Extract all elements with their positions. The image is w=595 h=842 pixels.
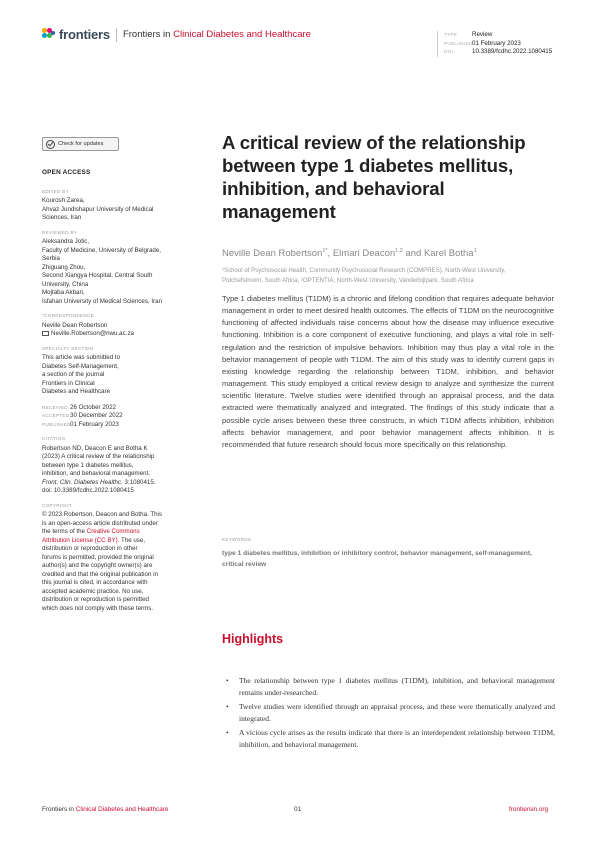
citation-label: CITATION — [42, 436, 66, 441]
specialty-label: SPECIALTY SECTION — [42, 345, 94, 351]
edited-by: Kourosh Zarea, Ahvaz Jundishapur University of Medical Sciences, Iran — [42, 197, 154, 221]
meta-doi: DOI 10.3389/fcdhc.2022.1080415 — [444, 48, 553, 56]
article-dates: RECEIVED 26 October 2022 ACCEPTED30 December 2022 PUBLISHED01 February 2023 — [42, 403, 123, 428]
check-circle-icon — [46, 140, 55, 149]
frontiers-dots-icon — [42, 28, 56, 42]
copyright: © 2023 Robertson, Deacon and Botha. This is an open-access article distributed under the terms of the Creative Commons Attribution License (CC BY). The use, distribution or reproduction in other forums is permitted, provided the original author(s) and the copyright owner(s) are credited and that the original publication in this journal is cited, in accordance with accepted academic practice. No use, distribution or reproduction is permitted which does not comply with these terms. — [42, 511, 163, 612]
check-for-updates-button[interactable]: Check for updates — [42, 137, 119, 151]
author-list: Neville Dean Robertson$^{1*}$, Elmari Deacon$^{1,2}$ and Karel Botha$^1$ — [222, 248, 477, 260]
specialty-section: This article was submitted to Diabetes Self-Management, a section of the journal Frontiers in Clinical Diabetes and Healthcare — [42, 354, 121, 395]
citation: Robertson ND, Deacon E and Botha K (2023) A critical review of the relationship between type 1 diabetes mellitus, inhibition, and behavioral management. Front. Clin. Diabetes Healthc. 3:1080415. doi: 10.3389/fcdhc.2022.1080415 — [42, 445, 194, 496]
article-title: A critical review of the relationship between type 1 diabetes mellitus, inhibition, and behavioral management — [222, 132, 526, 222]
abstract: Type 1 diabetes mellitus (T1DM) is a chronic and lifelong condition that requires adequate behavior management in order to meet desired health outcomes. The effects of T1DM on the neurocognitive functioning of affected individuals raise concerns about how the disease may influence executive functioning. Inhibition is a core component of executive functioning, and plays a vital role in self-regulation and the restriction of impulsive behaviors. Inhibition may thus play a vital role in the behavior management of people with T1DM. The aim of this study was to identify current gaps in existing knowledge regarding the relationship between T1DM, inhibition, and behavior management. This study employed a critical review design to analyze and synthesize the current scientific literature. Twelve studies were identified through an appraisal process, and the data extracted were thematically analyzed and integrated. The findings of this study indicate that a possible cycle arises between these three constructs, in which T1DM affects inhibition, inhibition affects behavior management, and poor behavior management affects inhibition. It is recommended that future research should focus more specifically on this relationship. — [222, 294, 554, 449]
list-item: • The relationship between type 1 diabetes mellitus (T1DM), inhibition, and behavioral management remains under-researched. — [239, 675, 555, 698]
correspondence-name: Neville Dean Robertson — [42, 321, 108, 329]
list-item: • A vicious cycle arises as the results indicate that there is an interdependent relationship between T1DM, inhibition, and behavioral management. — [239, 727, 555, 750]
author-name[interactable]: Neville Dean Robertson — [222, 248, 323, 260]
author-name[interactable]: Elmari Deacon — [332, 248, 396, 260]
correspondence-email-row[interactable] — [42, 330, 194, 339]
journal-title: Clinical Diabetes and Healthcare — [173, 29, 311, 40]
journal-name — [123, 29, 311, 40]
highlights-heading: Highlights — [222, 632, 284, 646]
copyright-label: COPYRIGHT — [42, 502, 73, 508]
correspondence — [42, 322, 194, 339]
reviewed-by-label: REVIEWED BY — [42, 229, 78, 235]
meta-published: PUBLISHED01 February 2023 — [444, 39, 521, 47]
cc-license-link-2[interactable]: Attribution License (CC BY). — [42, 536, 120, 544]
footer-site-link[interactable]: frontiersin.org — [509, 806, 549, 813]
correspondence-label: *CORRESPONDENCE — [42, 313, 94, 318]
frontiers-logo[interactable] — [42, 27, 311, 42]
keywords: type 1 diabetes mellitus, inhibition or inhibitory control, behavior management, self-management, critical review — [222, 550, 532, 569]
article-meta — [437, 31, 552, 57]
page-number: 01 — [294, 806, 302, 813]
header-divider — [116, 28, 117, 42]
keywords-label: KEYWORDS — [222, 537, 252, 542]
correspondence-email[interactable]: Neville.Robertson@nwu.ac.za — [51, 330, 134, 337]
footer-journal: Frontiers in Clinical Diabetes and Healthcare — [42, 806, 169, 813]
affiliations: ¹School of Psychosocial Health, Community Psychosocial Research (COMPRES), North-West University, Potchefstroom, South Africa, ²OPTENTIA, North-West University, Vanderbijlpark, South Africa — [222, 267, 506, 284]
highlights-list — [239, 675, 555, 754]
mail-icon — [42, 331, 49, 336]
open-access-label: OPEN ACCESS — [42, 169, 91, 176]
brand-name: frontiers — [59, 27, 110, 42]
sidebar — [42, 137, 194, 614]
journal-prefix: Frontiers in — [122, 29, 171, 40]
list-item: • Twelve studies were identified through an appraisal process, and these were thematically analyzed and integrated. — [239, 701, 555, 724]
meta-type: TYPE Review — [444, 31, 493, 38]
reviewed-by: Aleksandra Jotic, Faculty of Medicine, University of Belgrade, Serbia Zhiguang Zhou, Second Xiangya Hospital, Central South University, China Mojtaba Akbari, Isfahan University of Medical Sciences, Iran — [42, 238, 163, 305]
cc-license-link[interactable]: Creative Commons — [86, 528, 140, 535]
author-name[interactable]: Karel Botha — [423, 248, 474, 260]
citation-doi[interactable]: doi: 10.3389/fcdhc.2022.1080415 — [42, 487, 134, 494]
edited-by-label: EDITED BY — [42, 188, 69, 194]
citation-journal: Front. Clin. Diabetes Healthc. — [42, 478, 123, 486]
